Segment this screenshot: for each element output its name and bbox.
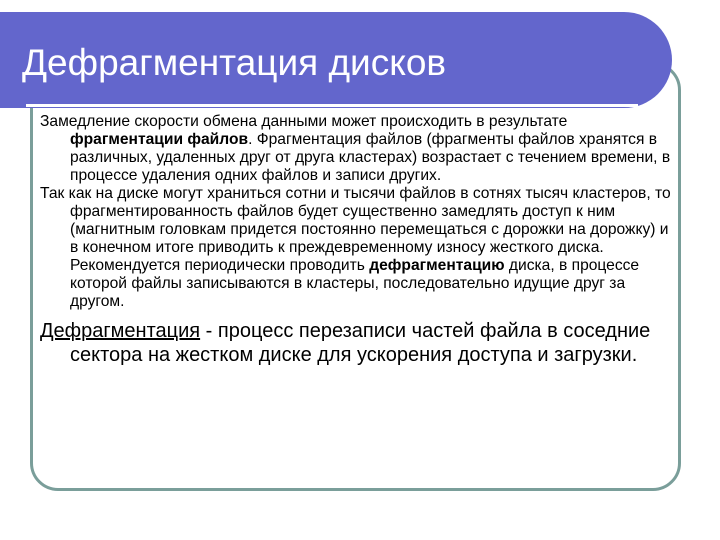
defined-term: Дефрагментация xyxy=(40,320,201,342)
bold-term: фрагментации файлов xyxy=(70,131,249,148)
paragraph-fragmentation xyxy=(40,113,680,185)
slide-title: Дефрагментация дисков xyxy=(22,42,447,83)
paragraph-text: Так как на диске могут храниться сотни и тысячи файлов в сотнях тысяч кластеров, то фрагментированность файлов будет существенно замедлять доступ к ним (магнитным головкам придется постоянно перемещаться с дорожки на дорожку) и в конечном итоге приводить к преждевременному износу жесткого диска. Рекомендуется периодически проводить xyxy=(40,185,671,274)
title-banner xyxy=(0,12,672,108)
paragraph-text: диска, в процессе которой файлы записываются в кластеры, последовательно идущие друг за другом. xyxy=(70,257,640,310)
bold-term: дефрагментацию xyxy=(369,257,505,274)
definition-text: - процесс перезаписи частей файла в соседние сектора на жестком диске для ускорения доступа и загрузки. xyxy=(70,320,651,366)
paragraph-definition xyxy=(40,319,680,367)
title-underline-rule xyxy=(26,104,638,107)
slide-content xyxy=(40,113,680,367)
paragraph-recommendation xyxy=(40,185,680,311)
paragraph-text: Замедление скорости обмена данными может происходить в результате xyxy=(40,113,568,130)
paragraph-text: . Фрагментация файлов (фрагменты файлов хранятся в различных, удаленных друг от друга кластерах) возрастает с течением времени, в процессе удаления одних файлов и записи других. xyxy=(70,131,671,184)
